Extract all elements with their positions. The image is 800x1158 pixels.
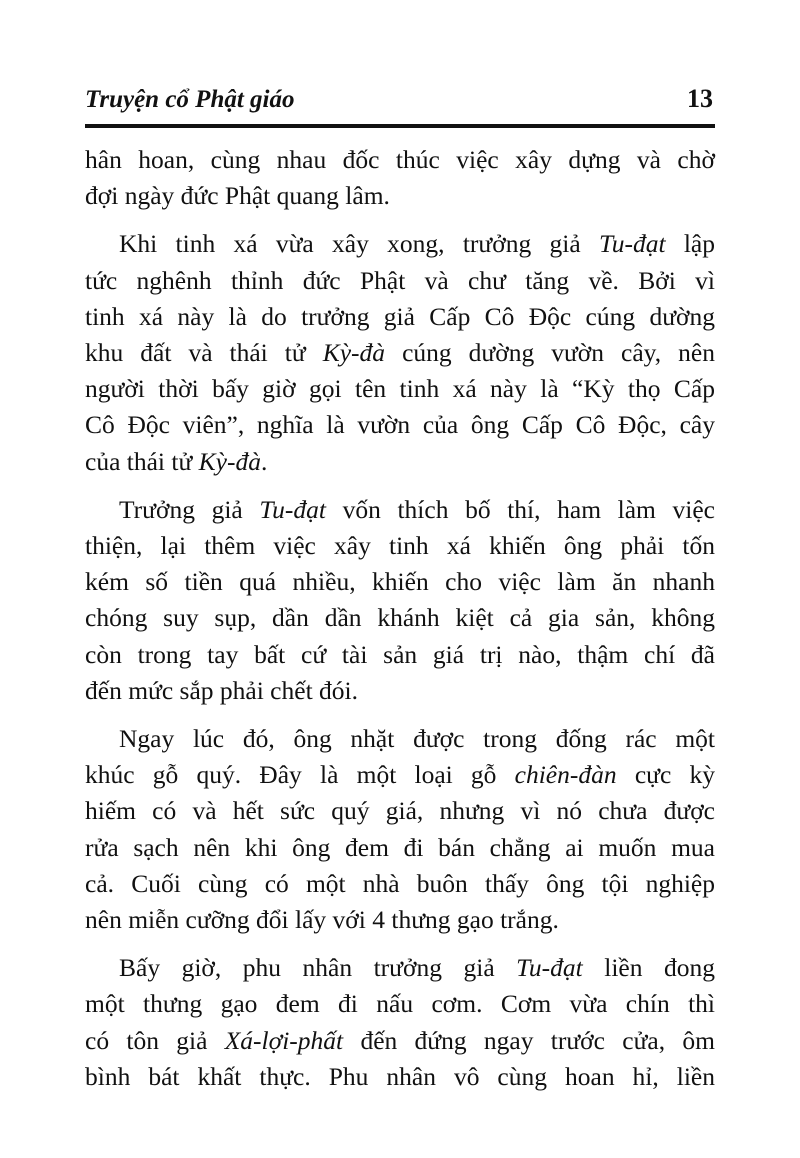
text-run: nên miễn cưỡng đổi lấy với 4 thưng gạo trắng. — [85, 905, 559, 935]
paragraph — [85, 950, 715, 1095]
paragraph — [85, 142, 715, 214]
text-run: người thời bấy giờ gọi tên tinh xá này là “Kỳ thọ Cấp — [85, 374, 715, 404]
text-line — [85, 528, 715, 564]
paragraph — [85, 226, 715, 479]
text-run: còn trong tay bất cứ tài sản giá trị nào, thậm chí đã — [85, 639, 715, 669]
text-run: . — [260, 446, 268, 476]
text-run: hân hoan, cùng nhau đốc thúc việc xây dựng và chờ — [85, 145, 715, 174]
text-line — [85, 757, 715, 793]
text-run: cực kỳ — [616, 760, 715, 790]
text-run: Cô Độc viên”, nghĩa là vườn của ông Cấp Cô Độc, cây — [85, 410, 715, 440]
text-line — [85, 178, 715, 214]
text-run: vốn thích bố thí, ham làm việc — [325, 494, 715, 524]
text-line — [85, 1023, 715, 1059]
paragraph — [85, 492, 715, 709]
text-line — [85, 673, 715, 709]
text-line — [85, 263, 715, 299]
italic-term: Kỳ-đà — [322, 338, 386, 368]
text-run: cả. Cuối cùng có một nhà buôn thấy ông tội nghiệp — [85, 868, 715, 898]
text-line — [85, 1059, 715, 1095]
italic-term: Tu-đạt — [259, 494, 326, 524]
italic-term: Tu-đạt — [598, 229, 666, 259]
text-run: đến đứng ngay trước cửa, ôm — [343, 1025, 715, 1055]
text-run: đợi ngày đức Phật quang lâm. — [85, 181, 390, 211]
italic-term: Xá-lợi-phất — [224, 1025, 344, 1055]
text-line — [85, 793, 715, 829]
text-run: Khi tinh xá vừa xây xong, trưởng giả — [119, 229, 599, 259]
text-line — [85, 226, 715, 262]
text-line — [85, 830, 715, 866]
text-line — [85, 902, 715, 938]
text-run: Trưởng giả — [119, 494, 260, 524]
text-run: rửa sạch nên khi ông đem đi bán chẳng ai muốn mua — [85, 832, 715, 862]
italic-term: Tu-đạt — [516, 953, 583, 983]
book-page — [85, 84, 715, 1107]
page-number: 13 — [687, 84, 713, 113]
text-run: tức nghênh thỉnh đức Phật và chư tăng về. Bởi vì — [85, 265, 715, 295]
text-line — [85, 950, 715, 986]
text-line — [85, 299, 715, 335]
text-line — [85, 721, 715, 757]
text-line — [85, 371, 715, 407]
book-title: Truyện cổ Phật giáo — [85, 86, 295, 113]
text-run: đến mức sắp phải chết đói. — [85, 675, 358, 705]
text-run: cúng dường vườn cây, nên — [385, 338, 715, 368]
text-run: hiếm có và hết sức quý giá, nhưng vì nó chưa được — [85, 796, 715, 826]
text-run: liền đong — [582, 953, 715, 983]
text-run: một thưng gạo đem đi nấu cơm. Cơm vừa chín thì — [85, 989, 715, 1019]
italic-term: chiên-đàn — [514, 760, 617, 790]
text-run: lập — [665, 229, 715, 259]
header-rule — [85, 124, 715, 128]
paragraph — [85, 721, 715, 938]
text-line — [85, 335, 715, 371]
text-run: chóng suy sụp, dần dần khánh kiệt cả gia sản, không — [85, 603, 715, 633]
text-line — [85, 492, 715, 528]
text-run: tinh xá này là do trưởng giả Cấp Cô Độc cúng dường — [85, 301, 715, 331]
italic-term: Kỳ-đà — [198, 446, 261, 476]
text-line — [85, 407, 715, 443]
text-run: khu đất và thái tử — [85, 338, 323, 368]
text-line — [85, 866, 715, 902]
text-run: Bấy giờ, phu nhân trưởng giả — [119, 953, 517, 983]
text-run: bình bát khất thực. Phu nhân vô cùng hoan hỉ, liền — [85, 1061, 715, 1091]
text-run: kém số tiền quá nhiều, khiến cho việc làm ăn nhanh — [85, 567, 715, 597]
text-run: thiện, lại thêm việc xây tinh xá khiến ông phải tốn — [85, 531, 715, 561]
text-line — [85, 600, 715, 636]
running-header — [85, 84, 715, 120]
text-line — [85, 444, 715, 480]
text-run: có tôn giả — [85, 1025, 225, 1055]
text-run: Ngay lúc đó, ông nhặt được trong đống rác một — [119, 724, 715, 754]
body-text — [85, 142, 715, 1095]
text-line — [85, 986, 715, 1022]
text-run: khúc gỗ quý. Đây là một loại gỗ — [85, 760, 515, 790]
text-run: của thái tử — [85, 446, 199, 476]
text-line — [85, 564, 715, 600]
text-line — [85, 637, 715, 673]
text-line — [85, 142, 715, 178]
